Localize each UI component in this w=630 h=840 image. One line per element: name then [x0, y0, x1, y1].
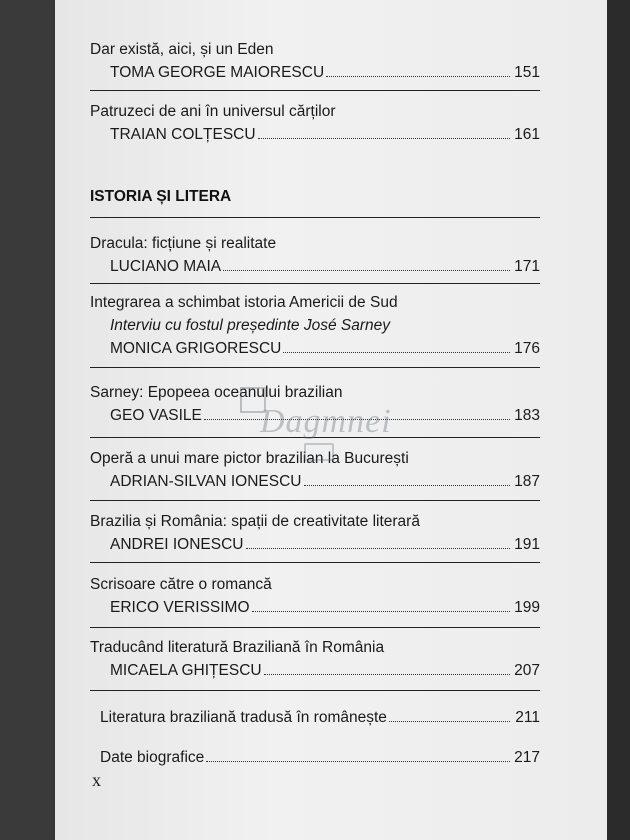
entry-title: Sarney: Epopeea oceanului brazilian: [90, 384, 343, 401]
entry-author: MONICA GRIGORESCU: [110, 340, 282, 357]
entry-page: 211: [515, 709, 540, 726]
toc-entry-1[interactable]: [90, 38, 540, 84]
divider: [90, 90, 540, 91]
divider: [90, 562, 540, 563]
entry-page: 207: [514, 662, 540, 679]
watermark-book-icon: [304, 443, 334, 461]
entry-author: LUCIANO MAIA: [110, 258, 222, 275]
entry-title: Patruzeci de ani în universul cărților: [90, 103, 336, 120]
toc-entry-10[interactable]: [90, 706, 540, 729]
divider: [90, 217, 540, 218]
divider: [90, 283, 540, 284]
entry-author: MICAELA GHIȚESCU: [110, 662, 262, 679]
toc-entry-2[interactable]: [90, 100, 540, 146]
leader-dots: [283, 351, 510, 353]
leader-dots: [223, 269, 510, 271]
toc-entry-7[interactable]: [90, 510, 540, 556]
entry-title: Dracula: ficțiune și realitate: [90, 235, 277, 252]
divider: [90, 627, 540, 628]
entry-author: ADRIAN-SILVAN IONESCU: [110, 473, 302, 490]
page-number: x: [92, 770, 101, 790]
entry-title: Literatura braziliană tradusă în românește: [100, 709, 387, 726]
leader-dots: [258, 137, 510, 139]
toc-entry-9[interactable]: [90, 636, 540, 682]
leader-dots: [206, 760, 510, 762]
entry-page: 191: [514, 536, 540, 553]
leader-dots: [246, 547, 511, 549]
toc-entry-11[interactable]: [90, 746, 540, 769]
entry-author: TOMA GEORGE MAIORESCU: [110, 64, 325, 81]
entry-page: 171: [514, 258, 540, 275]
entry-page: 199: [514, 599, 540, 616]
page-edge-shadow: [607, 0, 630, 840]
entry-subtitle: Interviu cu fostul președinte José Sarney: [110, 317, 391, 334]
entry-title: Dar există, aici, și un Eden: [90, 41, 274, 58]
entry-page: 161: [514, 126, 540, 143]
entry-author: TRAIAN COLȚESCU: [110, 126, 256, 143]
entry-author: ANDREI IONESCU: [110, 536, 244, 553]
leader-dots: [389, 720, 510, 722]
leader-dots: [326, 75, 510, 77]
leader-dots: [304, 484, 511, 486]
toc-entry-8[interactable]: [90, 573, 540, 619]
entry-author: GEO VASILE: [110, 407, 202, 424]
entry-title: Scrisoare către o romancă: [90, 576, 272, 593]
divider: [90, 500, 540, 501]
entry-page: 187: [514, 473, 540, 490]
entry-title: Brazilia și România: spații de creativitate literară: [90, 513, 420, 530]
entry-title: Operă a unui mare pictor brazilian la București: [90, 450, 409, 467]
leader-dots: [264, 673, 510, 675]
leader-dots: [252, 610, 510, 612]
divider: [90, 690, 540, 691]
entry-page: 176: [514, 340, 540, 357]
divider: [90, 367, 540, 368]
entry-page: 183: [514, 407, 540, 424]
entry-page: 151: [514, 64, 540, 81]
section-heading: ISTORIA ȘI LITERA: [90, 188, 232, 205]
watermark-logo: Dagmnei: [240, 385, 390, 455]
entry-title: Integrarea a schimbat istoria Americii de Sud: [90, 294, 398, 311]
toc-entry-4[interactable]: [90, 291, 540, 360]
entry-page: 217: [514, 749, 540, 766]
entry-title: Date biografice: [100, 749, 205, 766]
entry-author: ERICO VERISSIMO: [110, 599, 250, 616]
toc-entry-3[interactable]: [90, 232, 540, 278]
entry-title: Traducând literatură Braziliană în România: [90, 639, 385, 656]
